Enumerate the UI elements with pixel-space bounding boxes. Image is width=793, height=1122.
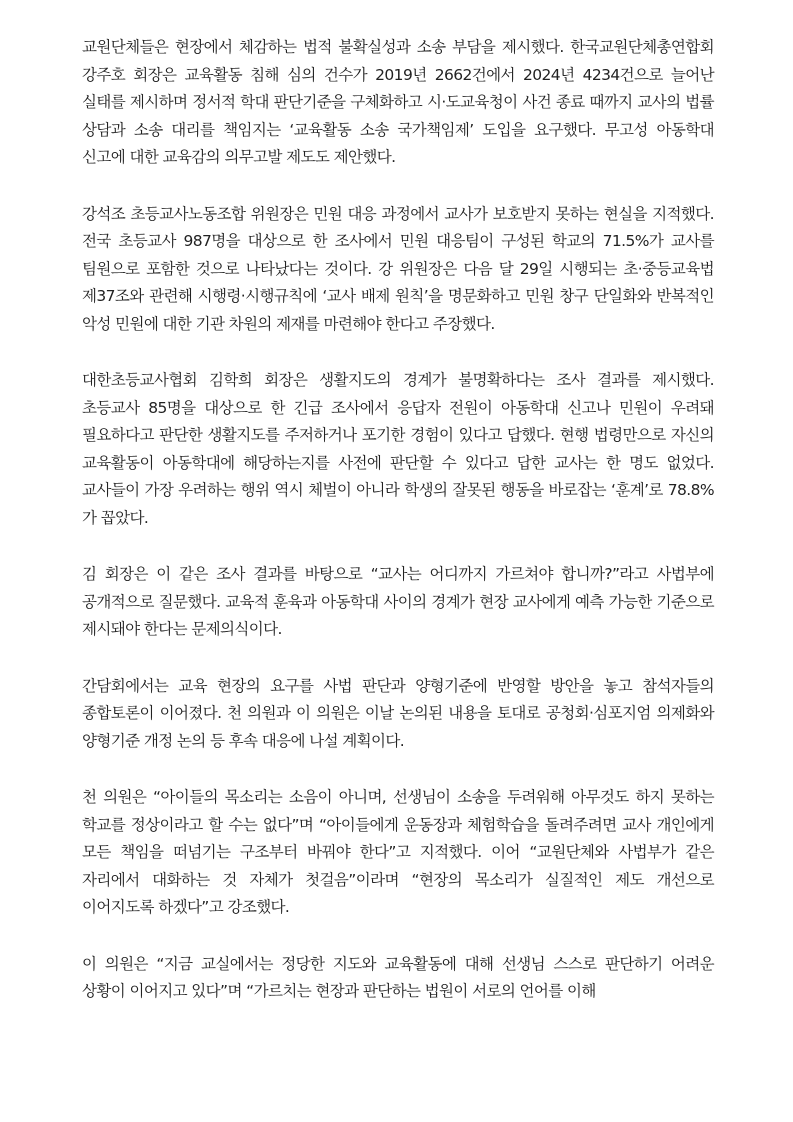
- article-paragraph-3: 대한초등교사협회 김학희 회장은 생활지도의 경계가 불명확하다는 조사 결과를 제시했다. 초등교사 85명을 대상으로 한 긴급 조사에서 응답자 전원이 아동학대 신고나 민원이 우려돼 필요하다고 판단한 생활지도를 주저하거나 포기한 경험이 있다고 답했다. 현행 법령만으로 자신의 교육활동이 아동학대에 해당하는지를 사전에 판단할 수 있다고 답한 교사는 한 명도 없었다. 교사들이 가장 우려하는 행위 역시 체벌이 아니라 학생의 잘못된 행동을 바로잡는 ‘훈계’로 78.8%가 꼽았다.: [82, 371, 714, 527]
- article-paragraph-5: 간담회에서는 교육 현장의 요구를 사법 판단과 양형기준에 반영할 방안을 놓고 참석자들의 종합토론이 이어졌다. 천 의원과 이 의원은 이날 논의된 내용을 토대로 공청회·심포지엄 의제화와 양형기준 개정 논의 등 후속 대응에 나설 계획이다.: [82, 676, 714, 750]
- article-paragraph-2: 강석조 초등교사노동조합 위원장은 민원 대응 과정에서 교사가 보호받지 못하는 현실을 지적했다. 전국 초등교사 987명을 대상으로 한 조사에서 민원 대응팀이 구성된 학교의 71.5%가 교사를 팀원으로 포함한 것으로 나타났다는 것이다. 강 위원장은 다음 달 29일 시행되는 초·중등교육법 제37조와 관련해 시행령·시행규칙에 ‘교사 배제 원칙’을 명문화하고 민원 창구 단일화와 반복적인 악성 민원에 대한 기관 차원의 제재를 마련해야 한다고 주장했다.: [82, 204, 714, 333]
- article-paragraph-7: 이 의원은 “지금 교실에서는 정당한 지도와 교육활동에 대해 선생님 스스로 판단하기 어려운 상황이 이어지고 있다”며 “가르치는 현장과 판단하는 법원이 서로의 언어를 이해: [82, 954, 714, 1000]
- article-paragraph-6: 천 의원은 “아이들의 목소리는 소음이 아니며, 선생님이 소송을 두려워해 아무것도 하지 못하는 학교를 정상이라고 할 수는 없다”며 “아이들에게 운동장과 체험학습을 돌려주려면 교사 개인에게 모든 책임을 떠넘기는 구조부터 바꿔야 한다”고 지적했다. 이어 “교원단체와 사법부가 같은 자리에서 대화하는 것 자체가 첫걸음”이라며 “현장의 목소리가 실질적인 제도 개선으로 이어지도록 하겠다”고 강조했다.: [82, 788, 714, 916]
- article-paragraph-4: 김 회장은 이 같은 조사 결과를 바탕으로 “교사는 어디까지 가르쳐야 합니까?”라고 사법부에 공개적으로 질문했다. 교육적 훈육과 아동학대 사이의 경계가 현장 교사에게 예측 가능한 기준으로 제시돼야 한다는 문제의식이다.: [82, 565, 714, 638]
- article-paragraph-1: 교원단체들은 현장에서 체감하는 법적 불확실성과 소송 부담을 제시했다. 한국교원단체총연합회 강주호 회장은 교육활동 침해 심의 건수가 2019년 2662건에서 2024년 4234건으로 늘어난 실태를 제시하며 정서적 학대 판단기준을 구체화하고 시·도교육청이 사건 종료 때까지 교사의 법률 상담과 소송 대리를 책임지는 ‘교육활동 소송 국가책임제’ 도입을 요구했다. 무고성 아동학대 신고에 대한 교육감의 의무고발 제도도 제안했다.: [82, 38, 714, 166]
- article-body: [82, 34, 714, 1006]
